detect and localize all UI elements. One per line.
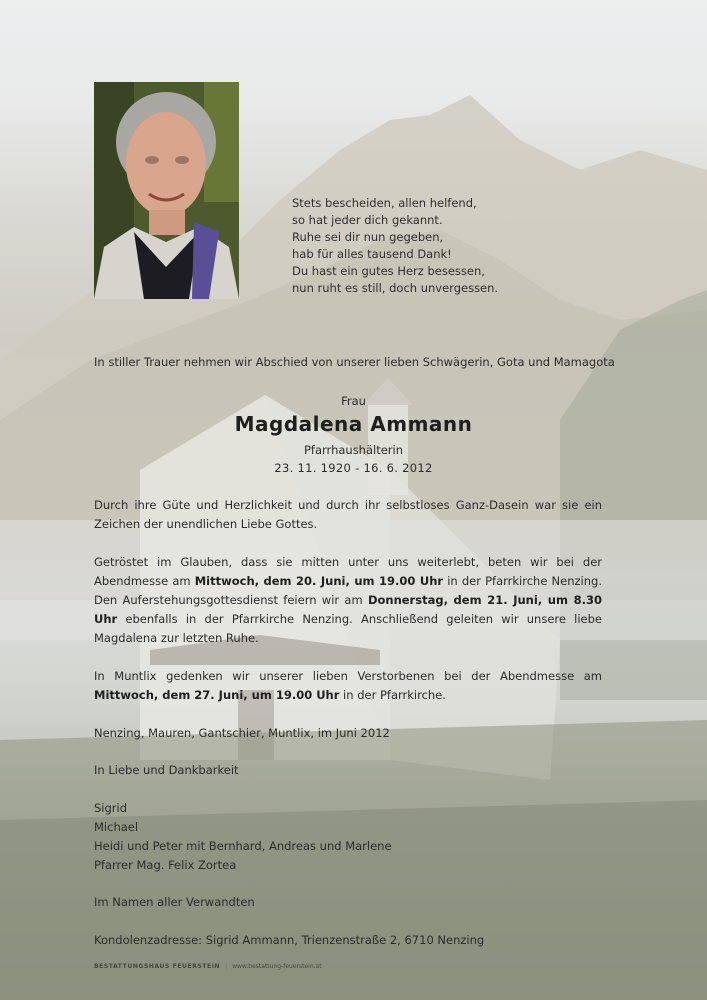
life-dates: 23. 11. 1920 - 16. 6. 2012 — [274, 461, 433, 475]
mourning-intro: In stiller Trauer nehmen wir Abschied von unserer lieben Schwägerin, Gota und Mamagota — [94, 355, 615, 369]
paragraph-text: ebenfalls in der Pfarrkirche Nenzing. Anschließend geleiten wir unsere liebe Magdalena zur letzten Ruhe. — [94, 612, 602, 645]
funeral-home-name: BESTATTUNGSHAUS FEUERSTEIN — [94, 963, 221, 970]
muntlix-mass-paragraph — [94, 667, 602, 705]
paragraph-text: in der Pfarrkirche Nenzing. Den Auferstehungsgottesdienst feiern wir am — [94, 574, 602, 607]
poem-line: so hat jeder dich gekannt. — [292, 213, 443, 227]
poem-line: Ruhe sei dir nun gegeben, — [292, 230, 444, 244]
deceased-name: Magdalena Ammann — [234, 412, 473, 436]
mourner-name: Michael — [94, 820, 139, 834]
paragraph-text: Getröstet im Glauben, dass sie mitten unter uns weiterlebt, beten wir bei der Abendmesse am — [94, 555, 602, 588]
poem-line: hab für alles tausend Dank! — [292, 247, 452, 261]
footer — [94, 963, 322, 970]
poem-line: Du hast ein gutes Herz besessen, — [292, 264, 485, 278]
place-and-date: Nenzing, Mauren, Gantschier, Muntlix, im Juni 2012 — [94, 726, 390, 740]
paragraph-text: In Muntlix gedenken wir unserer lieben Verstorbenen bei der Abendmesse am — [94, 669, 602, 683]
funeral-date: Donnerstag, dem 21. Juni, um 8.30 Uhr — [94, 593, 602, 626]
relatives-line: Im Namen aller Verwandten — [94, 895, 255, 909]
salutation: Frau — [341, 394, 366, 408]
paragraph-text: in der Pfarrkirche. — [339, 688, 446, 702]
mourner-name: Heidi und Peter mit Bernhard, Andreas und Marlene — [94, 839, 392, 853]
deceased-occupation: Pfarrhaushälterin — [303, 443, 404, 457]
tribute-paragraph: Durch ihre Güte und Herzlichkeit und durch ihr selbstloses Ganz-Dasein war sie ein Zeichen der unendlichen Liebe Gottes. — [94, 498, 602, 531]
muntlix-mass-date: Mittwoch, dem 27. Juni, um 19.00 Uhr — [94, 688, 340, 702]
portrait-photo — [94, 82, 239, 299]
funeral-home-website: www.bestattung-feuerstein.at — [232, 963, 322, 970]
memorial-poem — [292, 195, 498, 297]
woman-portrait-image — [94, 82, 239, 299]
poem-line: Stets bescheiden, allen helfend, — [292, 196, 477, 210]
footer-separator: | — [225, 963, 228, 970]
poem-line: nun ruht es still, doch unvergessen. — [292, 281, 499, 295]
closing-line: In Liebe und Dankbarkeit — [94, 763, 239, 777]
condolence-address: Kondolenzadresse: Sigrid Ammann, Trienzenstraße 2, 6710 Nenzing — [94, 933, 485, 947]
mourner-name: Pfarrer Mag. Felix Zortea — [94, 858, 237, 872]
evening-mass-date: Mittwoch, dem 20. Juni, um 19.00 Uhr — [194, 574, 444, 588]
funeral-service-paragraph — [94, 553, 602, 648]
mourner-name: Sigrid — [94, 801, 128, 815]
